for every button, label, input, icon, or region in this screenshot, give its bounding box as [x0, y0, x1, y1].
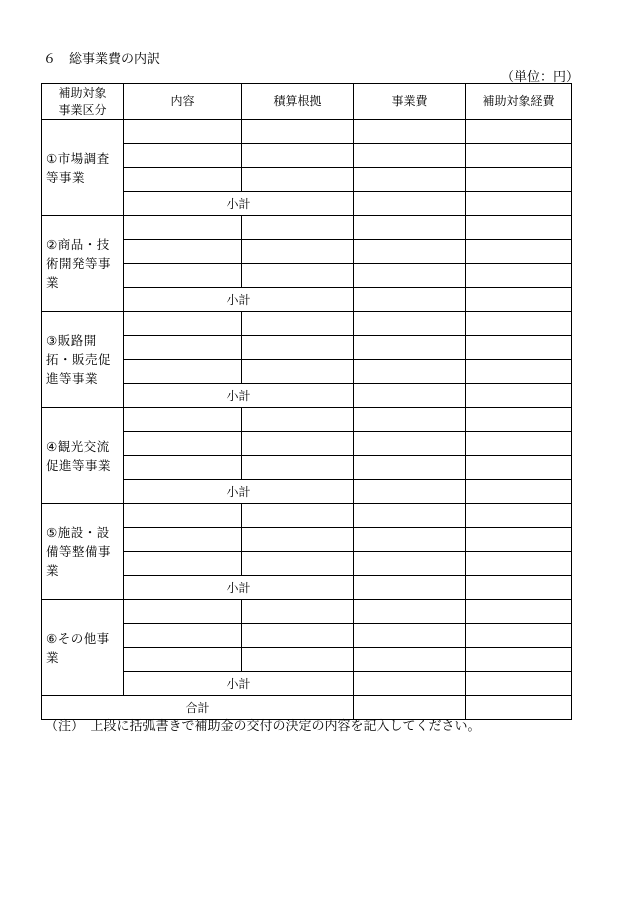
entry-cell[interactable]: [242, 144, 354, 168]
entry-cell[interactable]: [242, 120, 354, 144]
entry-cell[interactable]: [466, 216, 572, 240]
entry-cell[interactable]: [466, 312, 572, 336]
entry-cell[interactable]: [124, 504, 242, 528]
entry-cell[interactable]: [124, 552, 242, 576]
entry-cell[interactable]: [124, 312, 242, 336]
subtotal-cell[interactable]: [354, 288, 466, 312]
entry-cell[interactable]: [466, 552, 572, 576]
entry-cell[interactable]: [242, 240, 354, 264]
entry-cell[interactable]: [242, 504, 354, 528]
subtotal-cell[interactable]: [466, 288, 572, 312]
entry-cell[interactable]: [242, 336, 354, 360]
entry-cell[interactable]: [466, 600, 572, 624]
subtotal-cell[interactable]: [466, 480, 572, 504]
entry-cell[interactable]: [466, 360, 572, 384]
total-cell[interactable]: [466, 696, 572, 720]
entry-cell[interactable]: [466, 120, 572, 144]
entry-cell[interactable]: [354, 336, 466, 360]
subtotal-label: 小計: [124, 192, 354, 216]
entry-cell[interactable]: [354, 312, 466, 336]
entry-cell[interactable]: [124, 120, 242, 144]
entry-cell[interactable]: [466, 624, 572, 648]
entry-cell[interactable]: [124, 216, 242, 240]
entry-cell[interactable]: [242, 408, 354, 432]
section-title: ６ 総事業費の内訳: [43, 52, 161, 67]
entry-cell[interactable]: [242, 216, 354, 240]
entry-cell[interactable]: [354, 408, 466, 432]
table-row: [42, 408, 572, 432]
entry-cell[interactable]: [354, 648, 466, 672]
entry-cell[interactable]: [124, 528, 242, 552]
subtotal-cell[interactable]: [466, 384, 572, 408]
table-row: [42, 600, 572, 624]
entry-cell[interactable]: [466, 240, 572, 264]
total-label: 合計: [42, 696, 354, 720]
entry-cell[interactable]: [242, 456, 354, 480]
entry-cell[interactable]: [354, 600, 466, 624]
entry-cell[interactable]: [466, 168, 572, 192]
entry-cell[interactable]: [124, 624, 242, 648]
entry-cell[interactable]: [124, 264, 242, 288]
entry-cell[interactable]: [124, 360, 242, 384]
table-row: [42, 312, 572, 336]
category-cell: ②商品・技術開発等事業: [42, 216, 124, 312]
entry-cell[interactable]: [466, 264, 572, 288]
entry-cell[interactable]: [124, 432, 242, 456]
entry-cell[interactable]: [242, 528, 354, 552]
subtotal-cell[interactable]: [354, 576, 466, 600]
entry-cell[interactable]: [354, 504, 466, 528]
table-row: [42, 216, 572, 240]
entry-cell[interactable]: [466, 504, 572, 528]
entry-cell[interactable]: [242, 648, 354, 672]
entry-cell[interactable]: [124, 648, 242, 672]
header-row: [42, 84, 572, 120]
entry-cell[interactable]: [466, 336, 572, 360]
entry-cell[interactable]: [354, 216, 466, 240]
table-row: [42, 120, 572, 144]
entry-cell[interactable]: [242, 264, 354, 288]
entry-cell[interactable]: [466, 456, 572, 480]
subtotal-label: 小計: [124, 576, 354, 600]
entry-cell[interactable]: [354, 168, 466, 192]
entry-cell[interactable]: [354, 240, 466, 264]
subtotal-label: 小計: [124, 384, 354, 408]
entry-cell[interactable]: [242, 312, 354, 336]
subtotal-cell[interactable]: [466, 576, 572, 600]
entry-cell[interactable]: [124, 336, 242, 360]
entry-cell[interactable]: [242, 432, 354, 456]
category-cell: ①市場調査等事業: [42, 120, 124, 216]
entry-cell[interactable]: [124, 408, 242, 432]
subtotal-label: 小計: [124, 288, 354, 312]
entry-cell[interactable]: [354, 552, 466, 576]
footnote: （注） 上段に括弧書きで補助金の交付の決定の内容を記入してください。: [45, 719, 481, 734]
header-eligible-cost: 補助対象経費: [466, 84, 572, 120]
entry-cell[interactable]: [242, 624, 354, 648]
subtotal-cell[interactable]: [466, 192, 572, 216]
header-category: 補助対象 事業区分: [42, 84, 124, 120]
entry-cell[interactable]: [124, 456, 242, 480]
header-basis: 積算根拠: [242, 84, 354, 120]
category-cell: ③販路開拓・販売促進等事業: [42, 312, 124, 408]
cost-breakdown-table: [41, 83, 572, 720]
category-cell: ④観光交流促進等事業: [42, 408, 124, 504]
header-project-cost: 事業費: [354, 84, 466, 120]
entry-cell[interactable]: [124, 168, 242, 192]
header-content: 内容: [124, 84, 242, 120]
subtotal-cell[interactable]: [354, 672, 466, 696]
entry-cell[interactable]: [124, 240, 242, 264]
category-cell: ⑥その他事業: [42, 600, 124, 696]
entry-cell[interactable]: [466, 648, 572, 672]
entry-cell[interactable]: [466, 432, 572, 456]
entry-cell[interactable]: [466, 528, 572, 552]
entry-cell[interactable]: [354, 120, 466, 144]
entry-cell[interactable]: [354, 144, 466, 168]
entry-cell[interactable]: [466, 408, 572, 432]
subtotal-label: 小計: [124, 480, 354, 504]
unit-label: （単位：円）: [500, 70, 579, 85]
subtotal-cell[interactable]: [466, 672, 572, 696]
entry-cell[interactable]: [354, 456, 466, 480]
table-row: [42, 504, 572, 528]
subtotal-label: 小計: [124, 672, 354, 696]
category-cell: ⑤施設・設備等整備事業: [42, 504, 124, 600]
entry-cell[interactable]: [354, 528, 466, 552]
entry-cell[interactable]: [354, 624, 466, 648]
subtotal-cell[interactable]: [354, 192, 466, 216]
subtotal-cell[interactable]: [354, 384, 466, 408]
entry-cell[interactable]: [242, 168, 354, 192]
entry-cell[interactable]: [124, 144, 242, 168]
entry-cell[interactable]: [354, 432, 466, 456]
entry-cell[interactable]: [124, 600, 242, 624]
entry-cell[interactable]: [466, 144, 572, 168]
entry-cell[interactable]: [242, 552, 354, 576]
entry-cell[interactable]: [354, 360, 466, 384]
entry-cell[interactable]: [354, 264, 466, 288]
entry-cell[interactable]: [242, 600, 354, 624]
entry-cell[interactable]: [242, 360, 354, 384]
subtotal-cell[interactable]: [354, 480, 466, 504]
